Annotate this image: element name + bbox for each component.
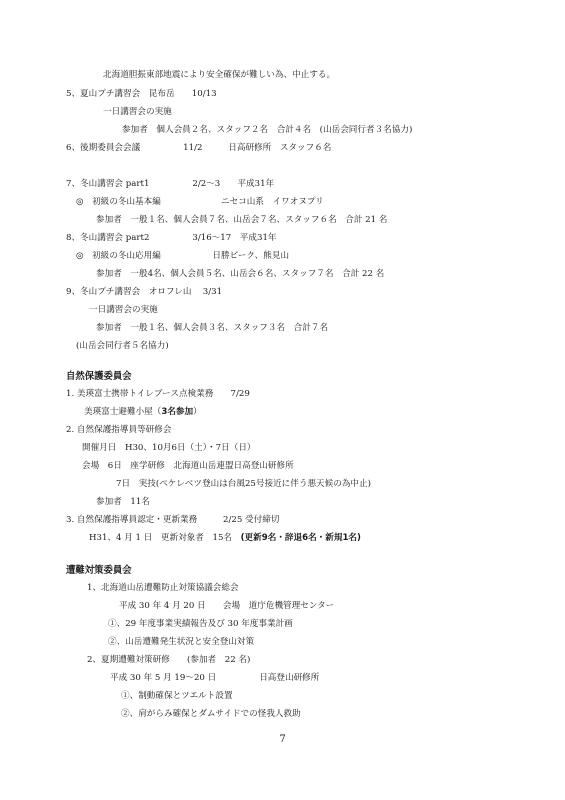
- text-line: ②、肩がらみ確保とダムサイドでの怪我人救助: [121, 709, 301, 719]
- text-line: 参加者 一般１名、個人会員７名、山岳会７名、スタッフ６名 合計 21 名: [96, 215, 388, 225]
- text-line: 一日講習会の実施: [103, 107, 172, 117]
- text-line: 北海道胆振東部地震により安全確保が難しい為、中止する。: [103, 70, 336, 80]
- text-line: 8、冬山講習会 part2 3/16～17 平成31年: [66, 233, 277, 243]
- page-number: 7: [279, 734, 286, 745]
- text-line: 平成 30 年 5 月 19～20 日 日高登山研修所: [110, 673, 320, 683]
- text-line: 2、夏期遭難対策研修 (参加者 22 名): [87, 655, 251, 665]
- text-line: ①、29 年度事業実績報告及び 30 年度事業計画: [108, 619, 293, 629]
- text-line: 会場 6日 座学研修 北海道山岳連盟日高登山研修所: [82, 461, 294, 471]
- section-heading: 遭難対策委員会: [66, 565, 132, 576]
- text-line: 参加者 一般１名、個人会員３名、スタッフ３名 合計７名: [96, 323, 329, 333]
- text-line: 1、北海道山岳遭難防止対策協議会総会: [87, 583, 239, 593]
- text-line: 1. 美瑛富士携帯トイレブース点検業務 7/29: [66, 389, 250, 399]
- text-line: 5、夏山プチ講習会 昆布岳 10/13: [66, 89, 217, 99]
- text-line: 3. 自然保護指導員認定・更新業務 2/25 受付締切: [66, 515, 280, 525]
- text-line: 参加者 個人会員２名、スタッフ２名 合計４名 (山岳会同行者３名協力): [122, 125, 413, 135]
- section-heading: 自然保護委員会: [66, 371, 132, 382]
- text-line: 一日講習会の実施: [89, 305, 158, 315]
- text-line: 開催月日 H30、10月6日（土）・7日（日）: [82, 443, 256, 453]
- text-line: 参加者 11名: [96, 497, 150, 507]
- text-line: 6、後期委員会会議 11/2 日高研修所 スタッフ６名: [66, 143, 332, 153]
- text-line: 7、冬山講習会 part1 2/2～3 平成31年: [66, 179, 275, 189]
- text-line: (山岳会同行者５名協力): [76, 341, 169, 351]
- text-line: 7日 実技(ペケレベツ登山は台風25号接近に伴う悪天候の為中止): [116, 479, 371, 489]
- text-line: ◎ 初級の冬山応用編 日勝ピーク、熊見山: [76, 251, 290, 261]
- text-line: ◎ 初級の冬山基本編 ニセコ山系 イワオヌプリ: [76, 197, 324, 207]
- text-line: H31、4 月 1 日 更新対象者 15名 (更新9名・辞退6名・新規1名): [89, 533, 361, 543]
- text-line: 2. 自然保護指導員等研修会: [66, 425, 172, 435]
- text-line: 美瑛富士避難小屋（3名参加）: [84, 407, 202, 417]
- text-line: 平成 30 年 4 月 20 日 会場 道庁危機管理センター: [119, 601, 335, 611]
- text-line: ②、山岳遭難発生状況と安全登山対策: [108, 637, 255, 647]
- text-line: 9、冬山プチ講習会 オロフレ山 3/31: [66, 287, 223, 297]
- text-line: 参加者 一般4名、個人会員５名、山岳会６名、スタッフ７名 合計 22 名: [96, 269, 385, 279]
- text-line: ①、制動確保とツエルト設置: [121, 691, 233, 701]
